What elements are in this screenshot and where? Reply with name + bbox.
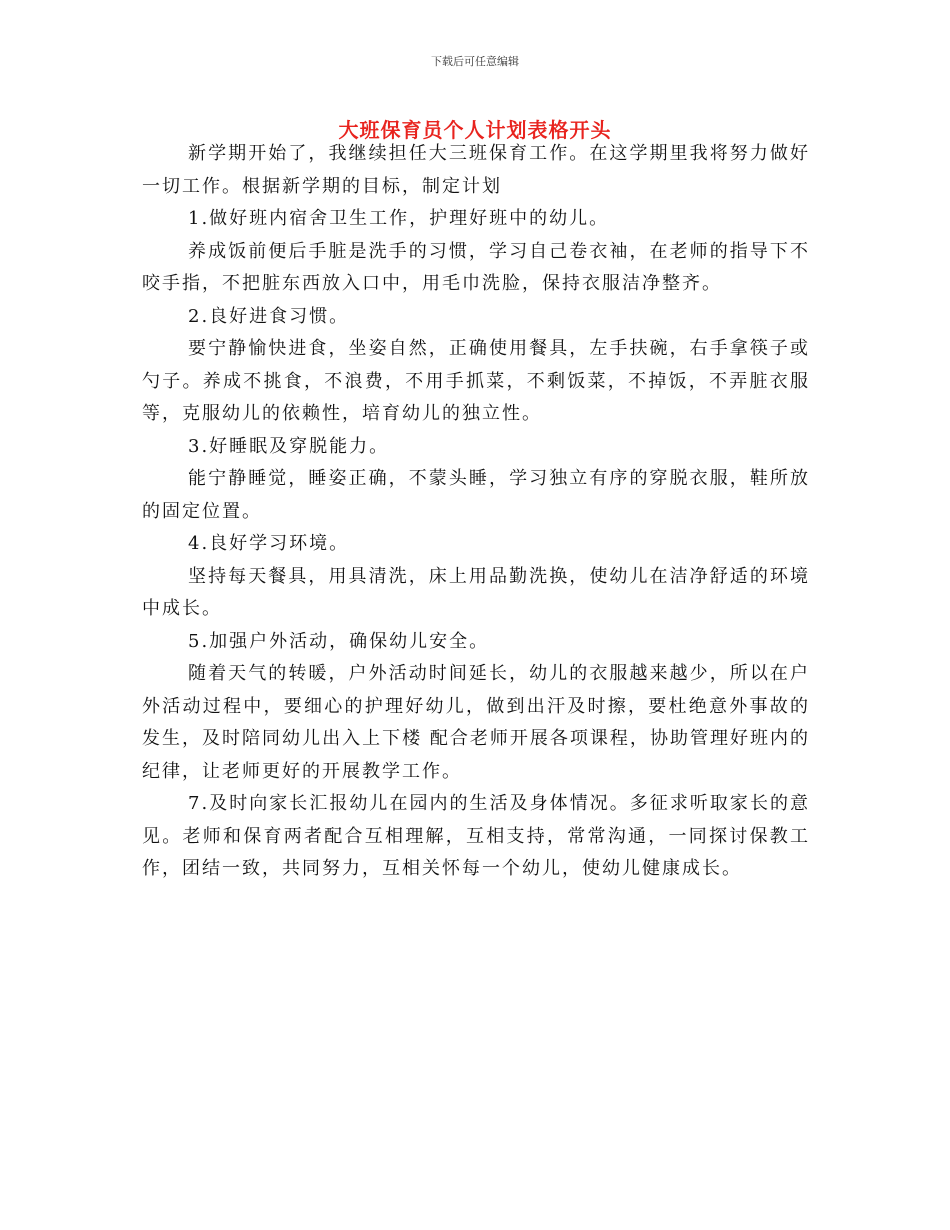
header-note: 下载后可任意编辑 [431, 55, 519, 68]
paragraph-item-3-body: 能宁静睡觉，睡姿正确，不蒙头睡，学习独立有序的穿脱衣服，鞋所放的固定位置。 [142, 468, 810, 522]
document-body [142, 138, 810, 886]
paragraph-item-1-heading: 1.做好班内宿舍卫生工作，护理好班中的幼儿。 [188, 208, 610, 229]
paragraph-item-3-heading: 3.好睡眠及穿脱能力。 [188, 435, 390, 457]
paragraph-item-1-body: 养成饭前便后手脏是洗手的习惯，学习自己卷衣袖，在老师的指导下不咬手指，不把脏东西放入口中，用毛巾洗脸，保持衣服洁净整齐。 [142, 240, 810, 294]
paragraph-item-2-heading: 2.良好进食习惯。 [188, 305, 350, 327]
paragraph-item-7: 7.及时向家长汇报幼儿在园内的生活及身体情况。多征求听取家长的意见。老师和保育两者配合互相理解，互相支持，常常沟通，一同探讨保教工作，团结一致，共同努力，互相关怀每一个幼儿，使幼儿健康成长。 [142, 793, 810, 879]
paragraph-item-5-body: 随着天气的转暖，户外活动时间延长，幼儿的衣服越来越少，所以在户外活动过程中，要细心的护理好幼儿，做到出汗及时擦，要杜绝意外事故的发生，及时陪同幼儿出入上下楼 配合老师开展各项课程，协助管理好班内的纪律，让老师更好的开展教学工作。 [142, 663, 810, 782]
paragraph-item-5-heading: 5.加强户外活动，确保幼儿安全。 [188, 630, 490, 652]
paragraph-intro: 新学期开始了，我继续担任大三班保育工作。在这学期里我将努力做好一切工作。根据新学期的目标，制定计划 [142, 143, 810, 197]
paragraph-item-4-body: 坚持每天餐具，用具清洗，床上用品勤洗换，使幼儿在洁净舒适的环境中成长。 [142, 565, 810, 619]
paragraph-item-4-heading: 4.良好学习环境。 [188, 533, 350, 554]
document-title: 大班保育员个人计划表格开头 [338, 118, 612, 142]
paragraph-item-2-body: 要宁静愉快进食，坐姿自然，正确使用餐具，左手扶碗，右手拿筷子或勺子。养成不挑食，不浪费，不用手抓菜，不剩饭菜，不掉饭，不弄脏衣服等，克服幼儿的依赖性，培育幼儿的独立性。 [142, 338, 810, 424]
